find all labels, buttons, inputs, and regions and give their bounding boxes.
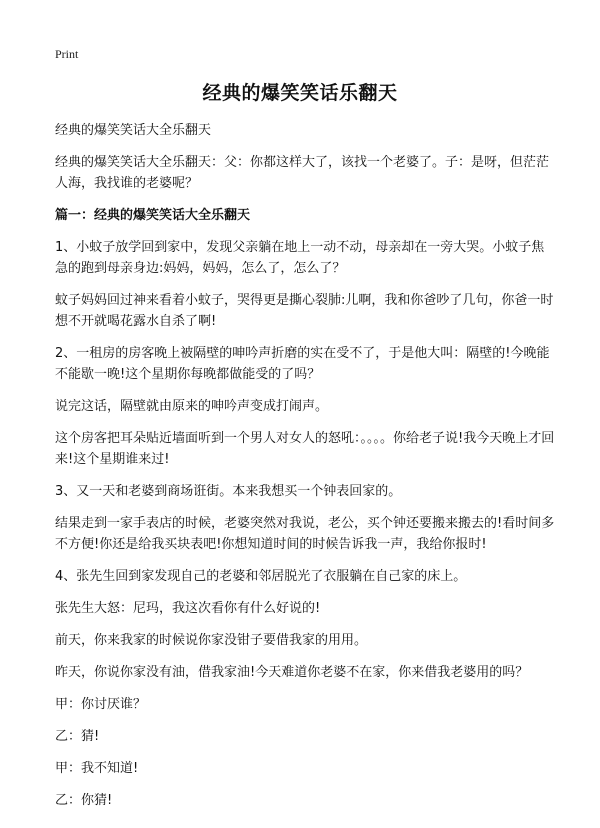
article-body (55, 120, 555, 822)
paragraph: 蚊子妈妈回过神来看着小蚊子，哭得更是撕心裂肺:儿啊，我和你爸吵了几句，你爸一时想不开就喝花露水自杀了啊! (55, 293, 554, 329)
dialogue-line: 乙：猜! (55, 729, 100, 744)
paragraph: 2、一租房的房客晚上被隔壁的呻吟声折磨的实在受不了，于是他大叫：隔壁的!今晚能不能歇一晚!这个星期你每晚都做能受的了吗？ (55, 346, 550, 382)
paragraph: 张先生大怒：尼玛，我这次看你有什么好说的! (55, 601, 321, 616)
paragraph: 这个房客把耳朵贴近墙面听到一个男人对女人的怒吼：。。。。你给老子说!我今天晚上才回来!这个星期谁来过! (55, 431, 555, 467)
dialogue-line: 甲：我不知道! (55, 761, 139, 776)
print-link[interactable]: Print (55, 47, 79, 61)
paragraph: 4、张先生回到家发现自己的老婆和邻居脱光了衣服躺在自己家的床上。 (55, 569, 467, 584)
paragraph: 结果走到一家手表店的时候，老婆突然对我说，老公，买个钟还要搬来搬去的!看时间多不方便!你还是给我买块表吧!你想知道时间的时候告诉我一声，我给你报时! (55, 516, 555, 552)
intro-paragraph: 经典的爆笑笑话大全乐翻天：父：你都这样大了，该找一个老婆了。子：是呀，但茫茫人海，我找谁的老婆呢？ (55, 155, 550, 191)
dialogue-line: 乙：你猜! (55, 793, 113, 808)
dialogue-line: 甲：你讨厌谁？ (55, 697, 147, 712)
paragraph: 3、又一天和老婆到商场诳街。本来我想买一个钟表回家的。 (55, 484, 402, 499)
paragraph: 前天，你来我家的时候说你家没钳子要借我家的用用。 (55, 633, 368, 648)
section-heading: 篇一：经典的爆笑笑话大全乐翻天 (55, 208, 251, 223)
page-title: 经典的爆笑笑话乐翻天 (202, 82, 398, 104)
paragraph: 昨天，你说你家没有油，借我家油!今天难道你老婆不在家，你来借我老婆用的吗？ (55, 665, 529, 680)
paragraph: 1、小蚊子放学回到家中，发现父亲躺在地上一动不动，母亲却在一旁大哭。小蚊子焦急的跑到母亲身边:妈妈，妈妈，怎么了，怎么了？ (55, 240, 545, 276)
paragraph: 说完这话，隔壁就由原来的呻吟声变成打闹声。 (55, 399, 329, 414)
subtitle: 经典的爆笑笑话大全乐翻天 (55, 123, 212, 138)
